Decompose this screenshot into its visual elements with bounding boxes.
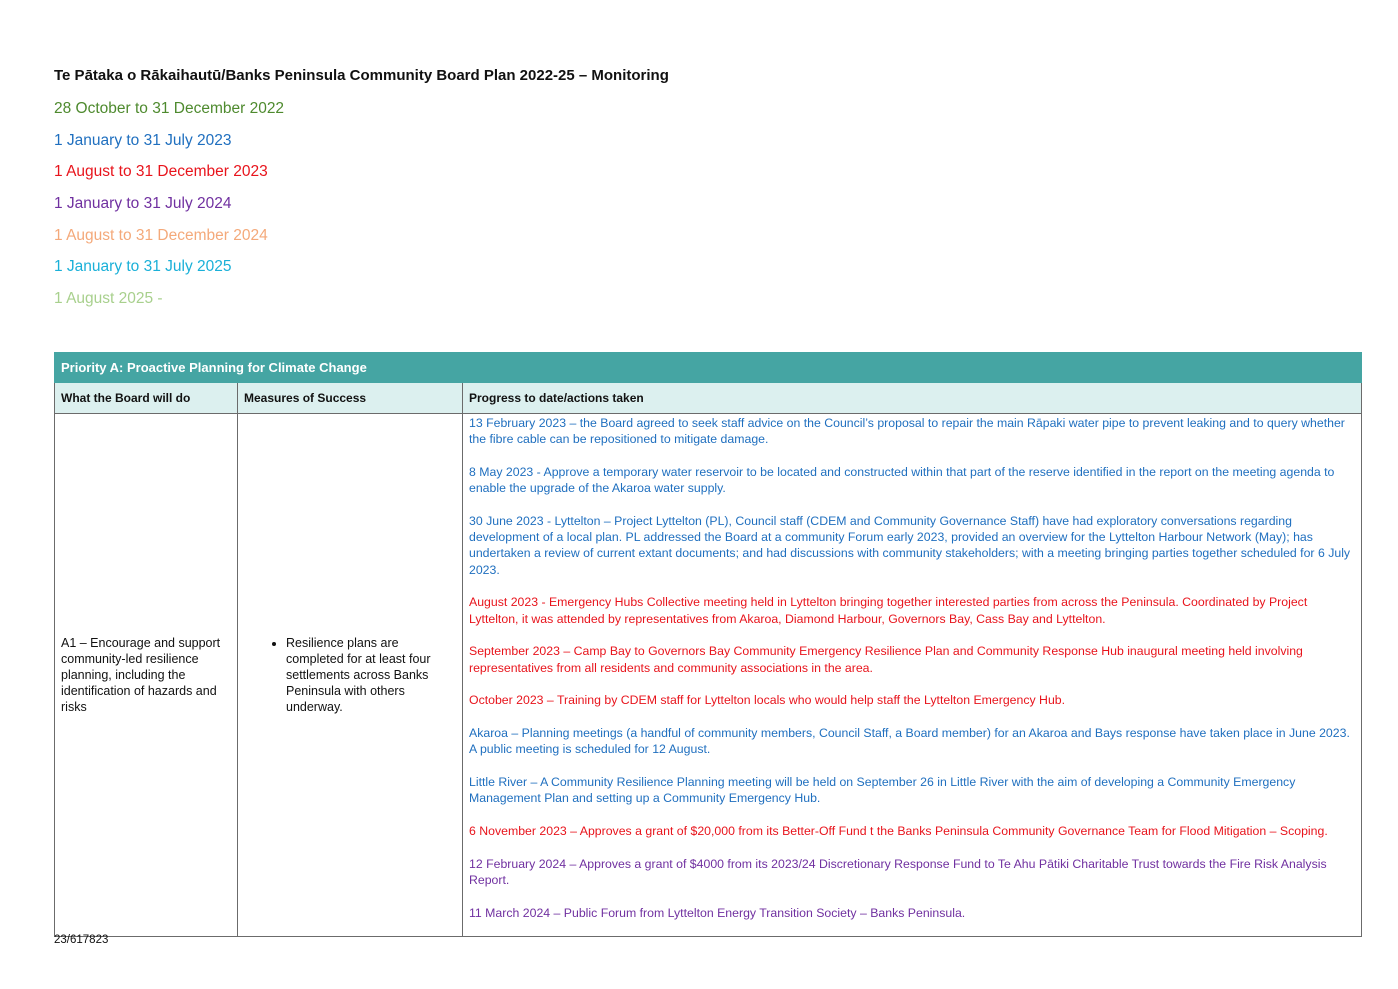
progress-entry: October 2023 – Training by CDEM staff for Lyttelton locals who would help staff the Lyttelton Emergency Hub. [469, 693, 1066, 708]
document-reference: 23/617823 [54, 934, 109, 946]
progress-cell [463, 414, 1362, 937]
measure-item: • Resilience plans are completed for at least four settlements across Banks Peninsula with others underway. [286, 635, 454, 715]
progress-entry: September 2023 – Camp Bay to Governors Bay Community Emergency Resilience Plan and Community Response Hub inaugural meeting held involving representatives from all residents and community associations in the area. [469, 644, 1303, 675]
board-action-cell: A1 – Encourage and support community-led resilience planning, including the identification of hazards and risks [55, 414, 238, 937]
measures-list [238, 635, 462, 715]
measures-cell [238, 414, 463, 937]
period-label: 1 August 2025 - [54, 290, 163, 308]
period-label: 1 January to 31 July 2023 [54, 131, 232, 149]
period-legend [54, 99, 284, 321]
header-measures: Measures of Success [238, 383, 463, 414]
header-progress: Progress to date/actions taken [463, 383, 1362, 414]
period-label: 1 August to 31 December 2023 [54, 163, 268, 181]
table-row [55, 414, 1362, 937]
column-header-row [55, 383, 1362, 414]
period-label: 1 January to 31 July 2024 [54, 195, 232, 213]
progress-entry: 11 March 2024 – Public Forum from Lyttelton Energy Transition Society – Banks Peninsula. [469, 906, 966, 920]
period-label: 1 August to 31 December 2024 [54, 226, 268, 244]
period-label: 28 October to 31 December 2022 [54, 100, 285, 117]
progress-entry: 8 May 2023 - Approve a temporary water reservoir to be located and constructed within that part of the reserve identified in the report on the meeting agenda to enable the upgrade of the Akaroa water supply. [469, 465, 1335, 496]
progress-entry: August 2023 - Emergency Hubs Collective meeting held in Lyttelton bringing together interested parties from across the Peninsula. Coordinated by Project Lyttelton, it was attended by representatives from Akaroa, Diamond Harbour, Governors Bay, Cass Bay and Lyttelton. [469, 595, 1308, 626]
priority-title: Priority A: Proactive Planning for Climate Change [55, 353, 1362, 383]
progress-entry: 12 February 2024 – Approves a grant of $4000 from its 2023/24 Discretionary Response Fund to Te Ahu Pātiki Charitable Trust towards the Fire Risk Analysis Report. [469, 857, 1327, 888]
header-board-action: What the Board will do [55, 383, 238, 414]
progress-entry: 30 June 2023 - Lyttelton – Project Lyttelton (PL), Council staff (CDEM and Community Governance Staff) have had exploratory conversations regarding development of a local plan. PL addressed the Board at a community Forum early 2023, provided an overview for the Lyttelton Harbour Network (May); has undertaken a review of current extant documents; and had discussions with community stakeholders; with a meeting bringing parties together scheduled for 6 July 2023. [469, 514, 1351, 577]
progress-entry: Akaroa – Planning meetings (a handful of community members, Council Staff, a Board member) for an Akaroa and Bays response have taken place in June 2023. A public meeting is scheduled for 12 August. [469, 726, 1350, 757]
period-label: 1 January to 31 July 2025 [54, 258, 232, 276]
progress-entry: 13 February 2023 – the Board agreed to seek staff advice on the Council’s proposal to repair the main Rāpaki water pipe to prevent leaking and to query whether the fibre cable can be repositioned to mitigate damage. [469, 416, 1345, 447]
page-title: Te Pātaka o Rākaihautū/Banks Peninsula Community Board Plan 2022-25 – Monitoring [54, 67, 669, 84]
priority-header-row [55, 353, 1362, 383]
priority-table [54, 352, 1362, 937]
progress-entry: Little River – A Community Resilience Planning meeting will be held on September 26 in Little River with the aim of developing a Community Emergency Management Plan and setting up a Community Emergency Hub. [469, 775, 1296, 806]
progress-entry: 6 November 2023 – Approves a grant of $20,000 from its Better-Off Fund t the Banks Peninsula Community Governance Team for Flood Mitigation – Scoping. [469, 824, 1328, 839]
